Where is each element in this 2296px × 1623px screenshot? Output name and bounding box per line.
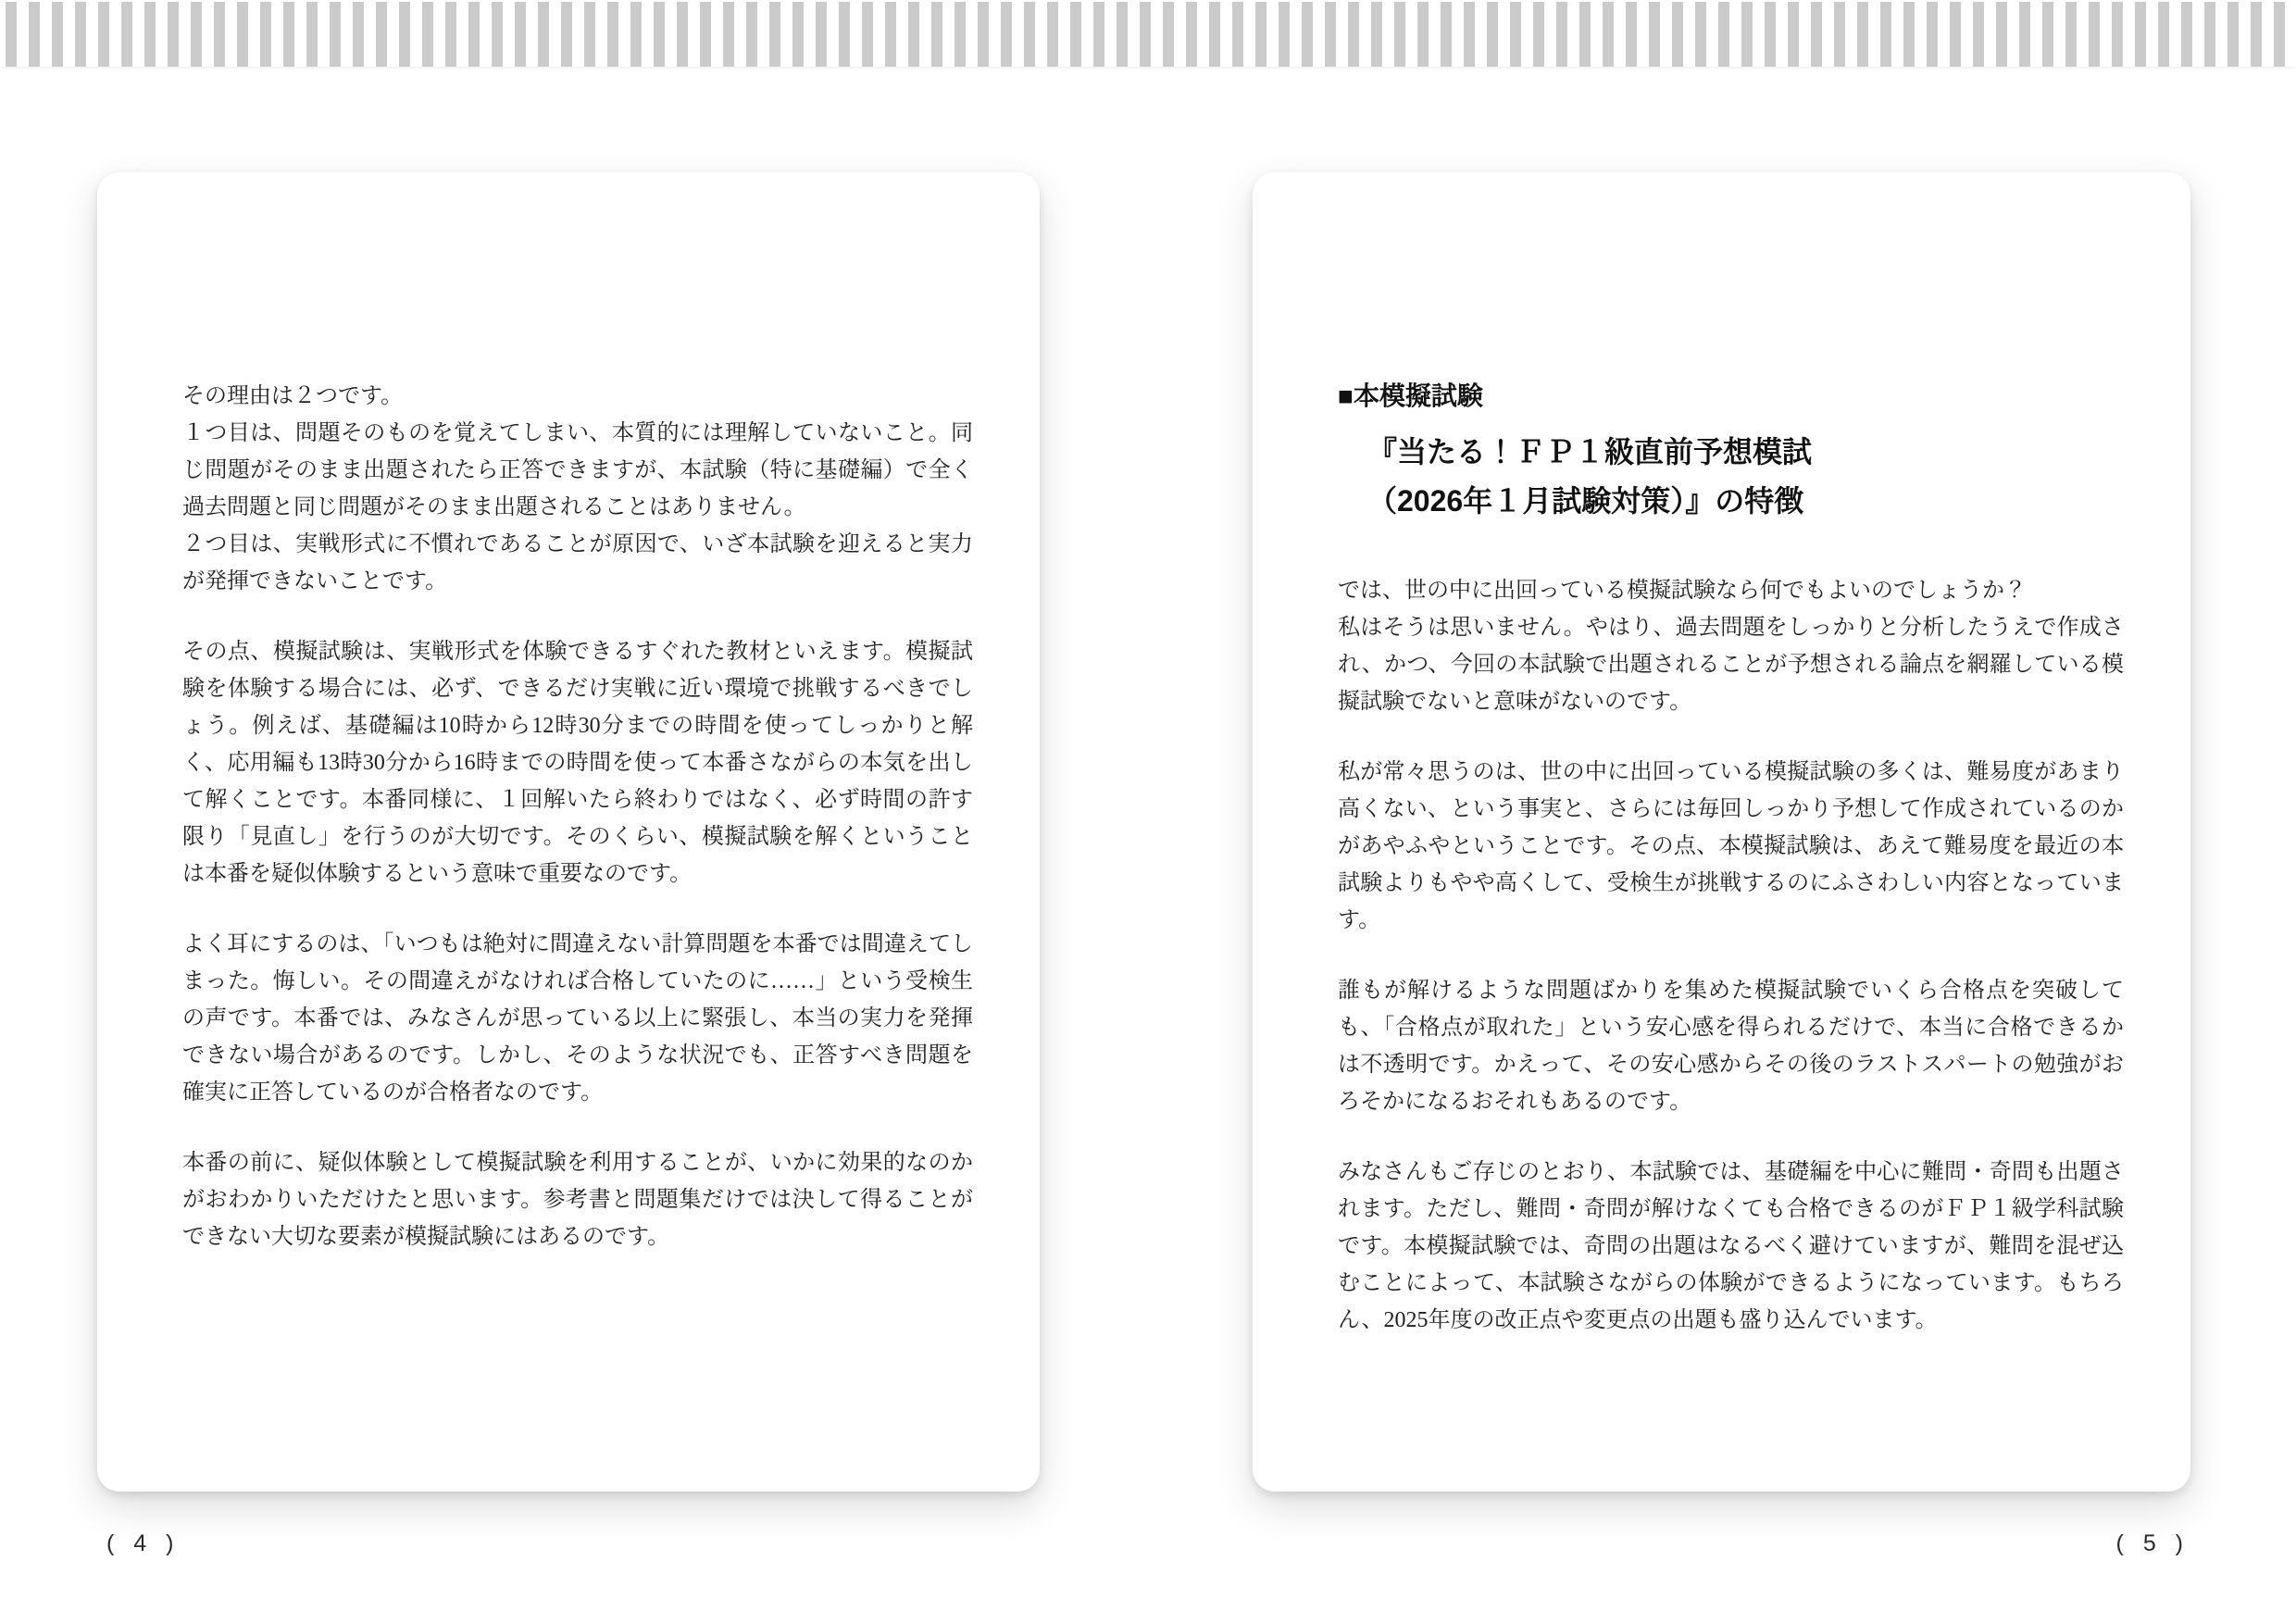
paragraph-block bbox=[1338, 1154, 2124, 1339]
section-heading-line: ■本模擬試験 bbox=[1338, 381, 1483, 410]
paragraph: 私はそうは思いません。やはり、過去問題をしっかりと分析したうえで作成され、かつ、今回の本試験で出題されることが予想される論点を網羅している模擬試験でないと意味がないのです。 bbox=[1338, 616, 2124, 714]
paragraph-block bbox=[182, 926, 973, 1111]
top-stripe-band bbox=[0, 2, 2296, 67]
paragraph-block bbox=[182, 633, 973, 893]
paragraph: では、世の中に出回っている模擬試験なら何でもよいのでしょうか？ bbox=[1338, 579, 2027, 603]
paragraph-block bbox=[1338, 972, 2124, 1120]
paragraph-block bbox=[182, 1144, 973, 1255]
paragraph-block bbox=[1338, 754, 2124, 939]
paragraph-block bbox=[182, 378, 973, 600]
left-page bbox=[97, 172, 1040, 1492]
paragraph: 本番の前に、疑似体験として模擬試験を利用することが、いかに効果的なのかがおわかりいただけたと思います。参考書と問題集だけでは決して得ることができない大切な要素が模擬試験にはあるのです。 bbox=[182, 1151, 973, 1249]
section-heading bbox=[1338, 378, 2124, 526]
paragraph: ２つ目は、実戦形式に不慣れであることが原因で、いざ本試験を迎えると実力が発揮できないことです。 bbox=[182, 532, 973, 593]
page-number-right: ( 5 ) bbox=[2115, 1530, 2190, 1556]
paragraph: 誰もが解けるような問題ばかりを集めた模擬試験でいくら合格点を突破しても、「合格点が取れた」という安心感を得られるだけで、本当に合格できるかは不透明です。かえって、その安心感からその後のラストスパートの勉強がおろそかになるおそれもあるのです。 bbox=[1338, 979, 2124, 1114]
right-page bbox=[1253, 172, 2190, 1492]
paragraph: みなさんもご存じのとおり、本試験では、基礎編を中心に難問・奇問も出題されます。ただし、難問・奇問が解けなくても合格できるのがＦＰ１級学科試験です。本模擬試験では、奇問の出題はなるべく避けていますが、難問を混ぜ込むことによって、本試験さながらの体験ができるようになっています。もちろん、2025年度の改正点や変更点の出題も盛り込んでいます。 bbox=[1338, 1160, 2124, 1332]
left-page-text-column bbox=[182, 378, 973, 1255]
paragraph: １つ目は、問題そのものを覚えてしまい、本質的には理解していないこと。同じ問題がそのまま出題されたら正答できますが、本試験（特に基礎編）で全く過去問題と同じ問題がそのまま出題されることはありません。 bbox=[182, 421, 973, 519]
paragraph: よく耳にするのは、「いつもは絶対に間違えない計算問題を本番では間違えてしまった。悔しい。その間違えがなければ合格していたのに……」という受検生の声です。本番では、みなさんが思っている以上に緊張し、本当の実力を発揮できない場合があるのです。しかし、そのような状況でも、正答すべき問題を確実に正答しているのが合格者なのです。 bbox=[182, 932, 973, 1105]
paragraph: 私が常々思うのは、世の中に出回っている模擬試験の多くは、難易度があまり高くない、という事実と、さらには毎回しっかり予想して作成されているのかがあやふやということです。その点、本模擬試験は、あえて難易度を最近の本試験よりもやや高くして、受検生が挑戦するのにふさわしい内容となっています。 bbox=[1338, 760, 2124, 932]
paragraph: その点、模擬試験は、実戦形式を体験できるすぐれた教材といえます。模擬試験を体験する場合には、必ず、できるだけ実戦に近い環境で挑戦するべきでしょう。例えば、基礎編は10時から12時30分までの時間を使ってしっかりと解く、応用編も13時30分から16時までの時間を使って本番さながらの本気を出して解くことです。本番同様に、１回解いたら終わりではなく、必ず時間の許す限り「見直し」を行うのが大切です。そのくらい、模擬試験を解くということは本番を疑似体験するという意味で重要なのです。 bbox=[182, 640, 973, 886]
section-heading-line: （2026年１月試験対策）』の特徴 bbox=[1367, 484, 1804, 518]
paragraph-block bbox=[1338, 572, 2124, 720]
paragraph: その理由は２つです。 bbox=[182, 384, 404, 408]
right-page-text-column bbox=[1338, 378, 2124, 1339]
section-heading-line: 『当たる！ＦＰ１級直前予想模試 bbox=[1367, 435, 1813, 468]
page-number-left: ( 4 ) bbox=[106, 1530, 181, 1556]
